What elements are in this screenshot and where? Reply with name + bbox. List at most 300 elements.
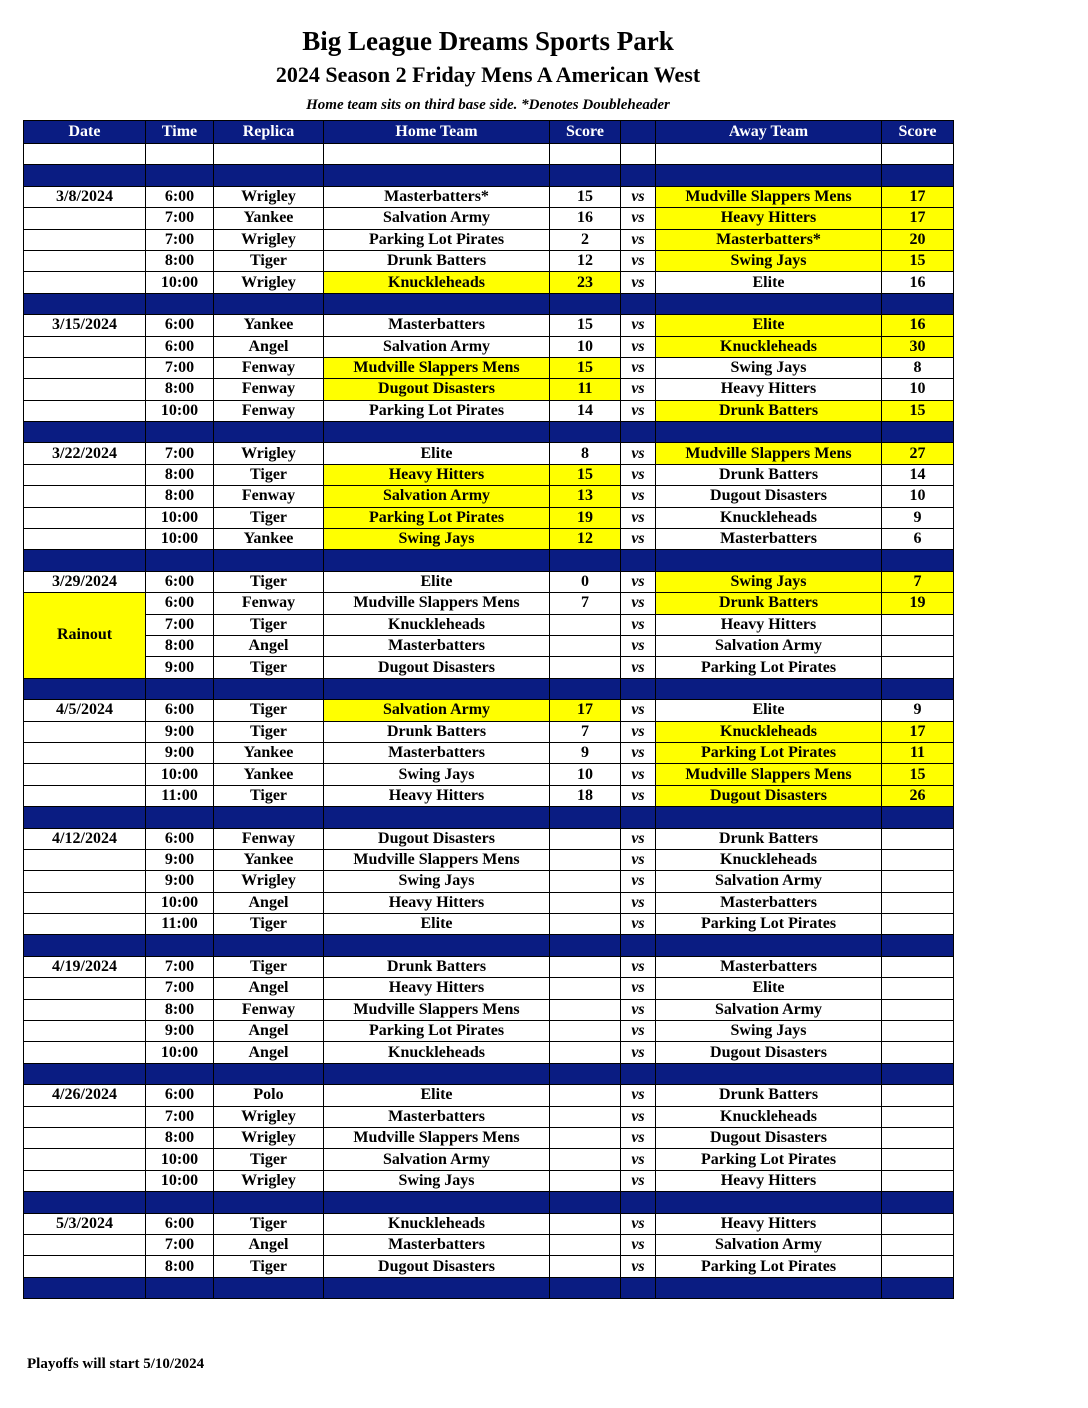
replica-cell: Wrigley <box>214 229 324 250</box>
divider-cell <box>550 1192 621 1213</box>
table-row <box>24 1170 954 1191</box>
date-cell <box>24 892 146 913</box>
date-cell <box>24 742 146 763</box>
date-cell: 3/29/2024 <box>24 571 146 592</box>
date-cell <box>24 229 146 250</box>
time-cell: 9:00 <box>146 871 214 892</box>
vs-label: vs <box>621 871 656 892</box>
table-row <box>24 1085 954 1106</box>
home-score-cell <box>550 1042 621 1063</box>
home-team-cell: Parking Lot Pirates <box>324 229 550 250</box>
replica-cell: Polo <box>214 1085 324 1106</box>
table-row <box>24 229 954 250</box>
time-cell: 9:00 <box>146 721 214 742</box>
replica-cell: Angel <box>214 892 324 913</box>
away-team-cell: Parking Lot Pirates <box>656 914 882 935</box>
divider-cell <box>882 678 954 699</box>
away-score-cell <box>882 1149 954 1170</box>
time-cell: 9:00 <box>146 1021 214 1042</box>
home-score-cell <box>550 1085 621 1106</box>
away-team-cell: Drunk Batters <box>656 1085 882 1106</box>
vs-label: vs <box>621 357 656 378</box>
home-score-cell: 8 <box>550 443 621 464</box>
date-cell: 4/19/2024 <box>24 956 146 977</box>
table-row <box>24 250 954 271</box>
page-title: Big League Dreams Sports Park <box>302 26 674 56</box>
home-team-cell: Knuckleheads <box>324 1042 550 1063</box>
away-team-cell: Drunk Batters <box>656 593 882 614</box>
divider-cell <box>214 678 324 699</box>
home-score-cell: 14 <box>550 400 621 421</box>
home-team-cell: Dugout Disasters <box>324 828 550 849</box>
vs-label: vs <box>621 336 656 357</box>
replica-cell: Fenway <box>214 999 324 1020</box>
home-team-cell: Knuckleheads <box>324 1213 550 1234</box>
time-cell: 8:00 <box>146 486 214 507</box>
time-cell: 8:00 <box>146 464 214 485</box>
date-cell: 5/3/2024 <box>24 1213 146 1234</box>
divider-cell <box>24 293 146 314</box>
time-cell: 10:00 <box>146 1042 214 1063</box>
time-cell: 8:00 <box>146 1127 214 1148</box>
replica-cell: Yankee <box>214 315 324 336</box>
divider-cell <box>214 165 324 186</box>
home-team-cell: Parking Lot Pirates <box>324 400 550 421</box>
col-header-replica: Replica <box>214 121 324 144</box>
time-cell: 10:00 <box>146 400 214 421</box>
divider-cell <box>146 550 214 571</box>
week-divider <box>24 422 954 443</box>
away-team-cell: Elite <box>656 978 882 999</box>
vs-label: vs <box>621 614 656 635</box>
date-cell <box>24 507 146 528</box>
time-cell: 10:00 <box>146 507 214 528</box>
table-row <box>24 1042 954 1063</box>
time-cell: 6:00 <box>146 571 214 592</box>
home-team-cell: Masterbatters <box>324 742 550 763</box>
replica-cell: Wrigley <box>214 443 324 464</box>
away-score-cell: 15 <box>882 250 954 271</box>
divider-cell <box>621 1192 656 1213</box>
away-team-cell: Salvation Army <box>656 635 882 656</box>
divider-cell <box>214 807 324 828</box>
time-cell: 7:00 <box>146 357 214 378</box>
date-cell <box>24 764 146 785</box>
vs-label: vs <box>621 529 656 550</box>
home-team-cell: Masterbatters <box>324 635 550 656</box>
away-team-cell: Parking Lot Pirates <box>656 657 882 678</box>
week-divider <box>24 1192 954 1213</box>
date-cell <box>24 529 146 550</box>
time-cell: 8:00 <box>146 250 214 271</box>
date-cell <box>24 1149 146 1170</box>
divider-cell <box>656 165 882 186</box>
time-cell: 6:00 <box>146 593 214 614</box>
table-row <box>24 635 954 656</box>
vs-label: vs <box>621 229 656 250</box>
home-score-cell <box>550 1170 621 1191</box>
away-team-cell: Swing Jays <box>656 571 882 592</box>
table-row <box>24 1256 954 1277</box>
home-team-cell: Heavy Hitters <box>324 892 550 913</box>
divider-cell <box>882 550 954 571</box>
home-team-cell: Heavy Hitters <box>324 785 550 806</box>
table-row <box>24 507 954 528</box>
table-row <box>24 529 954 550</box>
table-row <box>24 186 954 207</box>
away-score-cell <box>882 1213 954 1234</box>
home-team-cell: Swing Jays <box>324 764 550 785</box>
table-row <box>24 764 954 785</box>
away-score-cell: 30 <box>882 336 954 357</box>
away-team-cell: Masterbatters <box>656 956 882 977</box>
date-cell: 3/15/2024 <box>24 315 146 336</box>
away-team-cell: Masterbatters* <box>656 229 882 250</box>
away-score-cell <box>882 635 954 656</box>
away-team-cell: Knuckleheads <box>656 507 882 528</box>
table-row <box>24 315 954 336</box>
week-divider <box>24 165 954 186</box>
divider-cell <box>146 1192 214 1213</box>
home-team-cell: Knuckleheads <box>324 272 550 293</box>
away-team-cell: Mudville Slappers Mens <box>656 764 882 785</box>
home-team-cell: Drunk Batters <box>324 956 550 977</box>
replica-cell: Tiger <box>214 1213 324 1234</box>
playoffs-note: Playoffs will start 5/10/2024 <box>27 1356 205 1372</box>
home-score-cell <box>550 999 621 1020</box>
away-team-cell: Heavy Hitters <box>656 208 882 229</box>
time-cell: 7:00 <box>146 443 214 464</box>
divider-cell <box>656 550 882 571</box>
replica-cell: Yankee <box>214 764 324 785</box>
time-cell: 10:00 <box>146 272 214 293</box>
away-team-cell: Swing Jays <box>656 1021 882 1042</box>
vs-label: vs <box>621 593 656 614</box>
away-score-cell: 16 <box>882 272 954 293</box>
vs-label: vs <box>621 315 656 336</box>
table-row <box>24 379 954 400</box>
vs-label: vs <box>621 700 656 721</box>
home-team-cell: Knuckleheads <box>324 614 550 635</box>
col-header-home-team: Home Team <box>324 121 550 144</box>
divider-cell <box>550 935 621 956</box>
divider-cell <box>146 807 214 828</box>
vs-label: vs <box>621 400 656 421</box>
vs-label: vs <box>621 272 656 293</box>
away-score-cell: 15 <box>882 400 954 421</box>
vs-label: vs <box>621 742 656 763</box>
home-team-cell: Salvation Army <box>324 486 550 507</box>
replica-cell: Angel <box>214 1021 324 1042</box>
home-team-cell: Salvation Army <box>324 700 550 721</box>
home-score-cell <box>550 1021 621 1042</box>
replica-cell: Tiger <box>214 700 324 721</box>
time-cell: 11:00 <box>146 785 214 806</box>
table-row <box>24 357 954 378</box>
divider-cell <box>882 165 954 186</box>
time-cell: 7:00 <box>146 956 214 977</box>
page-subtitle: 2024 Season 2 Friday Mens A American West <box>275 62 701 87</box>
away-score-cell: 9 <box>882 700 954 721</box>
replica-cell: Yankee <box>214 208 324 229</box>
home-team-cell: Salvation Army <box>324 336 550 357</box>
home-team-cell: Swing Jays <box>324 1170 550 1191</box>
date-cell <box>24 1106 146 1127</box>
divider-cell <box>656 422 882 443</box>
home-score-cell <box>550 828 621 849</box>
divider-cell <box>550 293 621 314</box>
home-team-cell: Elite <box>324 571 550 592</box>
home-score-cell <box>550 1149 621 1170</box>
vs-label: vs <box>621 956 656 977</box>
table-row <box>24 1234 954 1255</box>
date-cell: 3/8/2024 <box>24 186 146 207</box>
date-cell: 4/12/2024 <box>24 828 146 849</box>
away-team-cell: Parking Lot Pirates <box>656 1256 882 1277</box>
table-row <box>24 785 954 806</box>
home-team-cell: Salvation Army <box>324 1149 550 1170</box>
divider-cell <box>146 935 214 956</box>
table-row <box>24 272 954 293</box>
time-cell: 10:00 <box>146 892 214 913</box>
table-row <box>24 657 954 678</box>
col-header-date: Date <box>24 121 146 144</box>
away-score-cell <box>882 849 954 870</box>
home-team-cell: Swing Jays <box>324 529 550 550</box>
date-cell <box>24 400 146 421</box>
divider-cell <box>882 422 954 443</box>
vs-label: vs <box>621 914 656 935</box>
time-cell: 8:00 <box>146 379 214 400</box>
divider-cell <box>550 550 621 571</box>
away-team-cell: Masterbatters <box>656 892 882 913</box>
vs-label: vs <box>621 785 656 806</box>
replica-cell: Tiger <box>214 956 324 977</box>
replica-cell: Yankee <box>214 742 324 763</box>
date-cell <box>24 208 146 229</box>
table-row <box>24 871 954 892</box>
table-row <box>24 1106 954 1127</box>
table-row <box>24 914 954 935</box>
replica-cell: Wrigley <box>214 871 324 892</box>
date-cell <box>24 1042 146 1063</box>
vs-label: vs <box>621 849 656 870</box>
replica-cell: Tiger <box>214 1256 324 1277</box>
away-team-cell: Salvation Army <box>656 871 882 892</box>
table-row <box>24 400 954 421</box>
table-row <box>24 1127 954 1148</box>
week-divider <box>24 550 954 571</box>
home-score-cell <box>550 1234 621 1255</box>
table-row <box>24 1213 954 1234</box>
away-score-cell <box>882 1234 954 1255</box>
away-score-cell <box>882 956 954 977</box>
away-score-cell: 15 <box>882 764 954 785</box>
away-score-cell <box>882 1085 954 1106</box>
divider-cell <box>24 678 146 699</box>
date-cell <box>24 1021 146 1042</box>
divider-cell <box>550 807 621 828</box>
divider-cell <box>24 1063 146 1084</box>
vs-label: vs <box>621 999 656 1020</box>
divider-cell <box>214 1277 324 1298</box>
divider-cell <box>550 678 621 699</box>
home-team-cell: Elite <box>324 914 550 935</box>
replica-cell: Tiger <box>214 785 324 806</box>
vs-label: vs <box>621 186 656 207</box>
home-team-cell: Masterbatters* <box>324 186 550 207</box>
vs-label: vs <box>621 486 656 507</box>
home-score-cell <box>550 614 621 635</box>
date-cell <box>24 357 146 378</box>
home-team-cell: Drunk Batters <box>324 721 550 742</box>
table-row <box>24 892 954 913</box>
away-team-cell: Heavy Hitters <box>656 379 882 400</box>
away-team-cell: Mudville Slappers Mens <box>656 443 882 464</box>
divider-cell <box>146 165 214 186</box>
date-cell <box>24 999 146 1020</box>
home-score-cell: 2 <box>550 229 621 250</box>
replica-cell: Tiger <box>214 614 324 635</box>
date-cell <box>24 914 146 935</box>
replica-cell: Angel <box>214 978 324 999</box>
vs-label: vs <box>621 208 656 229</box>
divider-cell <box>324 550 550 571</box>
home-team-cell: Masterbatters <box>324 1106 550 1127</box>
date-cell: 4/26/2024 <box>24 1085 146 1106</box>
home-score-cell: 15 <box>550 464 621 485</box>
home-score-cell: 15 <box>550 357 621 378</box>
replica-cell: Wrigley <box>214 186 324 207</box>
home-score-cell: 19 <box>550 507 621 528</box>
vs-label: vs <box>621 1256 656 1277</box>
away-team-cell: Knuckleheads <box>656 849 882 870</box>
date-cell <box>24 486 146 507</box>
home-score-cell: 10 <box>550 336 621 357</box>
away-team-cell: Salvation Army <box>656 1234 882 1255</box>
time-cell: 8:00 <box>146 635 214 656</box>
table-row <box>24 956 954 977</box>
vs-label: vs <box>621 379 656 400</box>
home-team-cell: Masterbatters <box>324 315 550 336</box>
date-cell <box>24 1170 146 1191</box>
away-team-cell: Elite <box>656 700 882 721</box>
divider-cell <box>324 935 550 956</box>
away-score-cell <box>882 1170 954 1191</box>
home-score-cell <box>550 871 621 892</box>
away-score-cell: 17 <box>882 721 954 742</box>
home-score-cell: 16 <box>550 208 621 229</box>
home-team-cell: Mudville Slappers Mens <box>324 357 550 378</box>
divider-cell <box>550 1063 621 1084</box>
vs-label: vs <box>621 1042 656 1063</box>
away-score-cell <box>882 1021 954 1042</box>
table-row <box>24 849 954 870</box>
table-row <box>24 700 954 721</box>
vs-label: vs <box>621 892 656 913</box>
divider-cell <box>656 1063 882 1084</box>
replica-cell: Tiger <box>214 914 324 935</box>
divider-cell <box>214 550 324 571</box>
vs-label: vs <box>621 828 656 849</box>
week-divider <box>24 807 954 828</box>
divider-cell <box>24 422 146 443</box>
replica-cell: Wrigley <box>214 1127 324 1148</box>
home-score-cell: 7 <box>550 721 621 742</box>
away-team-cell: Elite <box>656 272 882 293</box>
time-cell: 8:00 <box>146 999 214 1020</box>
divider-cell <box>656 1192 882 1213</box>
divider-cell <box>146 1063 214 1084</box>
vs-label: vs <box>621 764 656 785</box>
replica-cell: Yankee <box>214 849 324 870</box>
col-header-away-team: Away Team <box>656 121 882 144</box>
divider-cell <box>24 1192 146 1213</box>
home-team-cell: Heavy Hitters <box>324 464 550 485</box>
replica-cell: Fenway <box>214 593 324 614</box>
divider-cell <box>550 422 621 443</box>
away-score-cell <box>882 1106 954 1127</box>
time-cell: 9:00 <box>146 849 214 870</box>
away-team-cell: Parking Lot Pirates <box>656 742 882 763</box>
divider-cell <box>882 1192 954 1213</box>
col-header-time: Time <box>146 121 214 144</box>
table-header-row <box>24 121 954 144</box>
home-score-cell <box>550 978 621 999</box>
blank-row <box>24 144 954 165</box>
vs-label: vs <box>621 443 656 464</box>
time-cell: 7:00 <box>146 614 214 635</box>
time-cell: 6:00 <box>146 336 214 357</box>
schedule-table <box>23 120 954 1299</box>
away-score-cell: 14 <box>882 464 954 485</box>
home-team-cell: Masterbatters <box>324 1234 550 1255</box>
home-score-cell <box>550 956 621 977</box>
away-score-cell: 17 <box>882 186 954 207</box>
replica-cell: Tiger <box>214 571 324 592</box>
vs-label: vs <box>621 721 656 742</box>
table-row <box>24 721 954 742</box>
divider-cell <box>324 807 550 828</box>
divider-cell <box>214 935 324 956</box>
vs-label: vs <box>621 1127 656 1148</box>
home-score-cell: 0 <box>550 571 621 592</box>
away-score-cell: 10 <box>882 379 954 400</box>
replica-cell: Wrigley <box>214 1106 324 1127</box>
replica-cell: Tiger <box>214 1149 324 1170</box>
away-score-cell: 10 <box>882 486 954 507</box>
divider-cell <box>621 935 656 956</box>
away-score-cell: 11 <box>882 742 954 763</box>
replica-cell: Tiger <box>214 507 324 528</box>
time-cell: 6:00 <box>146 186 214 207</box>
divider-cell <box>882 1277 954 1298</box>
home-score-cell <box>550 1256 621 1277</box>
week-divider <box>24 293 954 314</box>
divider-cell <box>146 1277 214 1298</box>
away-score-cell <box>882 657 954 678</box>
home-score-cell: 18 <box>550 785 621 806</box>
vs-label: vs <box>621 1085 656 1106</box>
home-team-cell: Salvation Army <box>324 208 550 229</box>
time-cell: 10:00 <box>146 764 214 785</box>
divider-cell <box>324 422 550 443</box>
home-score-cell: 10 <box>550 764 621 785</box>
away-team-cell: Heavy Hitters <box>656 1213 882 1234</box>
divider-cell <box>656 935 882 956</box>
time-cell: 7:00 <box>146 1106 214 1127</box>
vs-label: vs <box>621 1021 656 1042</box>
